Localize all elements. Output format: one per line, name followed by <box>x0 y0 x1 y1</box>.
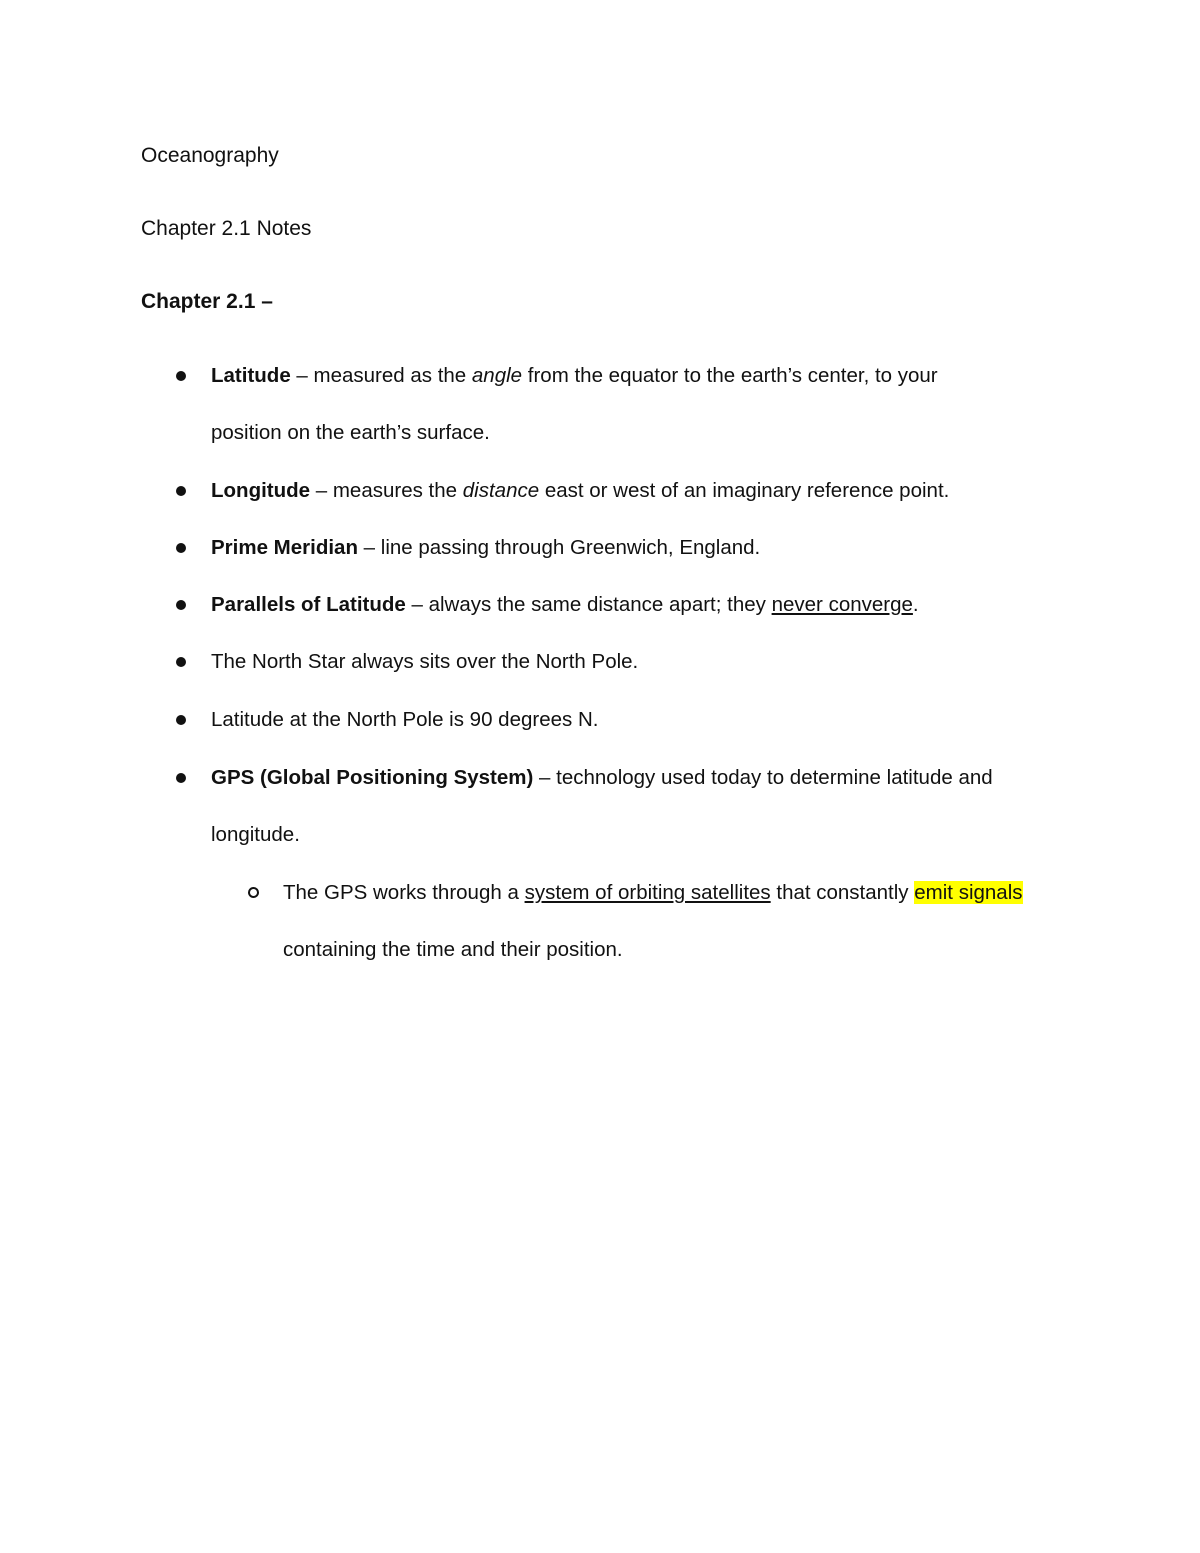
bullet-icon <box>176 600 186 610</box>
bullet-icon <box>176 371 186 381</box>
bullet-term: GPS (Global Positioning System) <box>211 766 534 789</box>
bullet-text: The GPS works through a <box>283 881 525 904</box>
bullet-text: east or west of an imaginary reference point. <box>539 479 950 502</box>
emphasis-text: distance <box>462 479 540 502</box>
bullet-item-north-pole-latitude: Latitude at the North Pole is 90 degrees N. <box>211 708 599 731</box>
bullet-icon <box>176 715 186 725</box>
bullet-term: Longitude <box>211 479 311 502</box>
bullet-item-gps <box>211 764 993 792</box>
bullet-text: . <box>912 593 919 616</box>
bullet-text: – measures the <box>310 479 463 502</box>
bullet-text: – line passing through Greenwich, England. <box>357 536 761 559</box>
underlined-text: never converge <box>771 593 913 616</box>
bullet-continuation: longitude. <box>211 823 300 846</box>
bullet-term: Latitude <box>211 364 291 387</box>
bullet-icon <box>176 543 186 553</box>
bullet-text: that constantly <box>770 881 915 904</box>
hollow-bullet-icon <box>248 887 259 898</box>
bullet-term: Parallels of Latitude <box>211 593 406 616</box>
bullet-continuation: position on the earth’s surface. <box>211 421 490 444</box>
bullet-item-north-star: The North Star always sits over the North Pole. <box>211 650 639 673</box>
bullet-text: – always the same distance apart; they <box>405 593 772 616</box>
section-heading: Chapter 2.1 – <box>141 290 273 313</box>
bullet-item-longitude <box>211 477 949 505</box>
document-title: Oceanography <box>141 144 279 167</box>
bullet-text: – technology used today to determine latitude and <box>533 766 993 789</box>
bullet-icon <box>176 773 186 783</box>
bullet-item-latitude <box>211 362 938 390</box>
emphasis-text: angle <box>471 364 523 387</box>
subbullet-continuation: containing the time and their position. <box>283 938 623 961</box>
bullet-item-parallels <box>211 591 919 619</box>
bullet-term: Prime Meridian <box>211 536 358 559</box>
bullet-icon <box>176 486 186 496</box>
highlighted-text: emit signals <box>914 881 1023 904</box>
underlined-text: system of orbiting satellites <box>524 881 771 904</box>
bullet-icon <box>176 657 186 667</box>
document-subtitle: Chapter 2.1 Notes <box>141 217 312 240</box>
bullet-item-prime-meridian <box>211 534 760 562</box>
bullet-text: – measured as the <box>290 364 472 387</box>
subbullet-item-gps <box>283 879 1023 907</box>
bullet-text: from the equator to the earth’s center, to your <box>522 364 938 387</box>
